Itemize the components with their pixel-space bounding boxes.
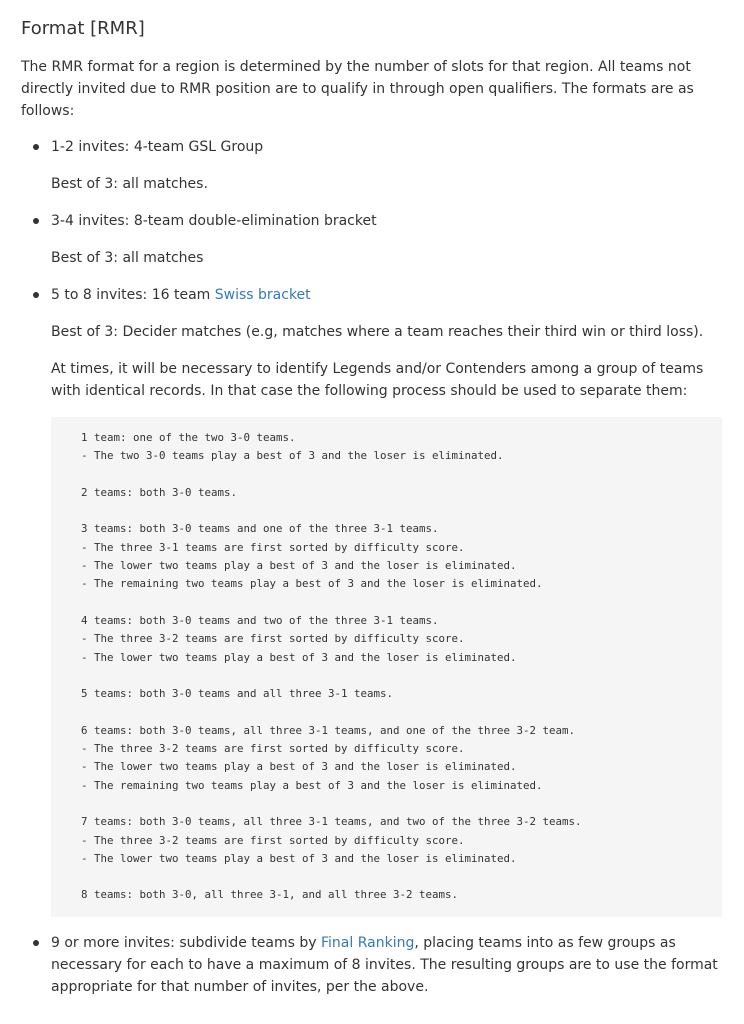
format-label (51, 932, 722, 998)
format-item-9-plus-invites (21, 932, 722, 998)
bullet-icon (33, 292, 39, 298)
format-label-suffix: , placing teams into as few groups as necessary for each to have a maximum of 8 invites. The resulting groups are to use the format appropriate for that number of invites, per the above. (51, 934, 718, 995)
format-detail: Best of 3: all matches (51, 250, 204, 266)
format-detail: Best of 3: all matches. (51, 176, 208, 192)
format-item-3-4-invites (21, 210, 722, 269)
format-detail: Best of 3: Decider matches (e.g, matches where a team reaches their third win or third loss). (51, 324, 704, 340)
format-list (21, 136, 722, 998)
bullet-icon (33, 144, 39, 150)
format-item-5-8-invites (21, 284, 722, 917)
bullet-icon (33, 218, 39, 224)
format-label-prefix: 9 or more invites: subdivide teams by (51, 934, 321, 951)
format-label: 1-2 invites: 4-team GSL Group (51, 139, 264, 155)
section-heading: Format [RMR] (21, 18, 145, 39)
intro-paragraph: The RMR format for a region is determined by the number of slots for that region. All teams not directly invited due to RMR position are to qualify in through open qualifiers. The formats are as follows: (21, 59, 694, 119)
final-ranking-link[interactable]: Final Ranking (321, 934, 415, 951)
format-label: 3-4 invites: 8-team double-elimination bracket (51, 213, 377, 229)
tiebreak-note: At times, it will be necessary to identify Legends and/or Contenders among a group of teams with identical records. In that case the following process should be used to separate them: (51, 361, 704, 399)
swiss-bracket-link[interactable]: Swiss bracket (214, 287, 311, 303)
format-label-prefix: 5 to 8 invites: 16 team (51, 287, 215, 303)
format-label (51, 284, 722, 306)
format-item-1-2-invites (21, 136, 722, 195)
bullet-icon (33, 940, 39, 946)
tiebreak-process-code-block: 1 team: one of the two 3-0 teams. - The two 3-0 teams play a best of 3 and the loser is eliminated. 2 teams: both 3-0 teams. 3 teams: both 3-0 teams and one of the three 3-1 teams. - The three 3-1 teams are first sorted by difficulty score. - The lower two teams play a best of 3 and the loser is eliminated. - The remaining two teams play a best of 3 and the loser is eliminated. 4 teams: both 3-0 teams and two of the three 3-1 teams. - The three 3-2 teams are first sorted by difficulty score. - The lower two teams play a best of 3 and the loser is eliminated. 5 teams: both 3-0 teams and all three 3-1 teams. 6 teams: both 3-0 teams, all three 3-1 teams, and one of the three 3-2 team. - The three 3-2 teams are first sorted by difficulty score. - The lower two teams play a best of 3 and the loser is eliminated. - The remaining two teams play a best of 3 and the loser is eliminated. 7 teams: both 3-0 teams, all three 3-1 teams, and two of the three 3-2 teams. - The three 3-2 teams are first sorted by difficulty score. - The lower two teams play a best of 3 and the loser is eliminated. 8 teams: both 3-0, all three 3-1, and all three 3-2 teams. (51, 417, 722, 917)
